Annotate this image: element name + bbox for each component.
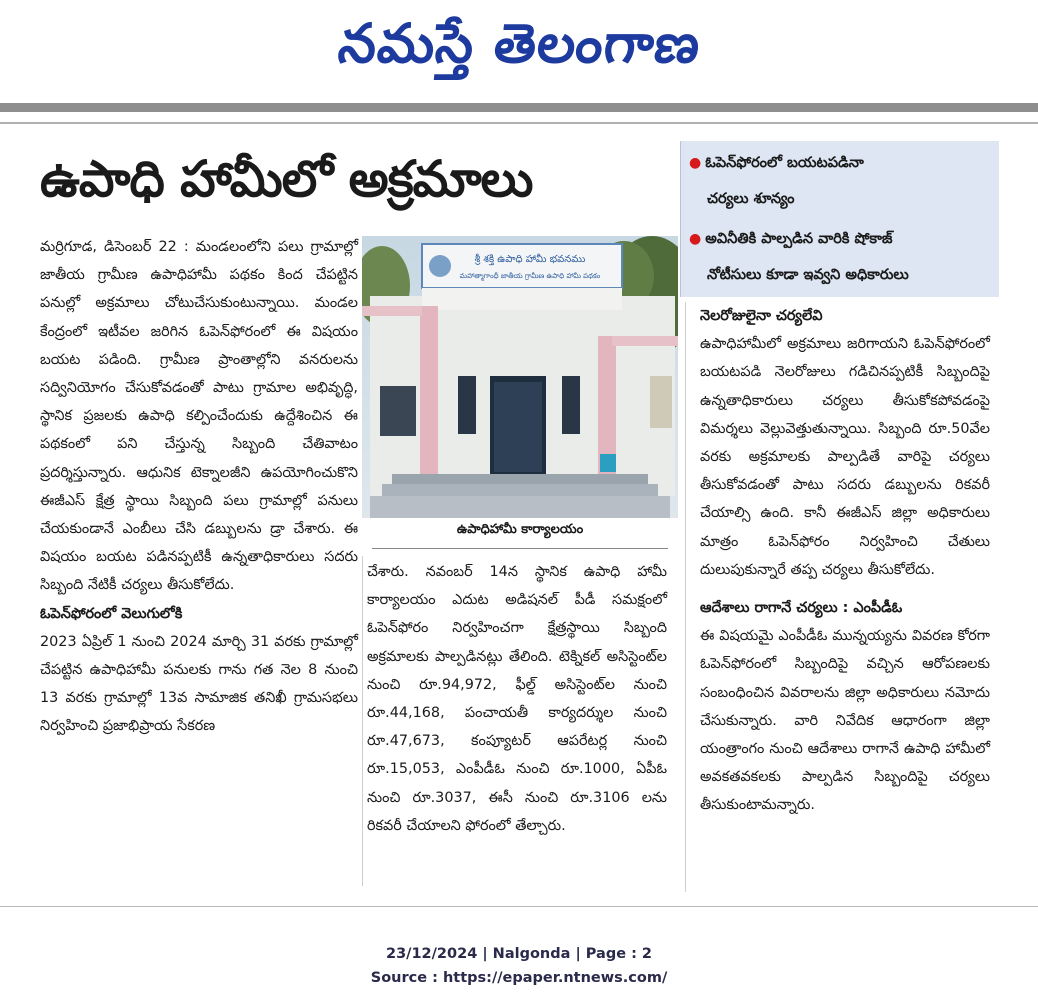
body-paragraph: ఈ విషయమై ఎంపీడీఓ మున్నయ్యను వివరణ కోరగా ఓపెన్‌ఫోరంలో సిబ్బందిపై వచ్చిన ఆరోపణలకు సంబంధించిన వివరాలను జిల్లా అధికారులు నమోదు చేసుకున్నారు. వారి నివేదిక ఆధారంగా జిల్లా యంత్రాంగం నుంచి ఆదేశాలు రాగానే ఉపాధి హామీలో అవకతవకలకు పాల్పడిన సిబ్బందిపై చర్యలు తీసుకుంటామన్నారు. xyxy=(700,628,990,814)
masthead xyxy=(0,0,1038,100)
subheading: ఆదేశాలు రాగానే చర్యలు : ఎంపీడీఓ xyxy=(700,600,903,617)
highlight-line: నోటీసులు కూడా ఇవ్వని అధికారులు xyxy=(707,267,909,283)
office-building-image xyxy=(362,236,678,518)
caption-divider xyxy=(372,548,668,549)
body-paragraph: ఉపాధిహామీలో అక్రమాలు జరిగాయని ఓపెన్‌ఫోరంలో బయటపడి నెలరోజులు గడిచినప్పటికీ సిబ్బందిపై ఉన్నతాధికారులు చర్యలు తీసుకోకపోవడంపై విమర్శలు వెల్లువెత్తుతున్నాయి. సిబ్బంది రూ.50వేల వరకు అక్రమాలకు పాల్పడితే వారిపై చర్యలు తీసుకోవడంతో పాటు సదరు డబ్బులను రికవరీ చేయాల్సి ఉంది. కానీ ఈజీఎస్ జిల్లా అధికారులు మాత్రం ఓపెన్‌ఫోరం నిర్వహించి చేతులు దులుపుకున్నారే తప్ప చర్యలు తీసుకోలేదు. xyxy=(700,336,990,578)
bottom-divider xyxy=(0,906,1038,907)
highlight-line: అవినీతికి పాల్పడిన వారికి షోకాజ్ xyxy=(705,231,893,247)
article-column-3 xyxy=(700,302,990,820)
photo-caption: ఉపాధిహామీ కార్యాలయం xyxy=(456,522,584,537)
sign-text: మహాత్మాగాంధీ జాతీయ గ్రామీణ ఉపాధి హామీ పథకం xyxy=(459,272,601,280)
body-paragraph: చేశారు. నవంబర్ 14న స్థానిక ఉపాధి హామీ కార్యాలయం ఎదుట అడిషనల్ పీడీ సమక్షంలో ఓపెన్‌ఫోరం నిర్వహించగా క్షేత్రస్థాయి సిబ్బంది అక్రమాలకు పాల్పడినట్లు తేలింది. టెక్నికల్ అసిస్టెంట్‌ల నుంచి రూ.94,972, ఫీల్డ్ అసిస్టెంట్‌ల నుంచి రూ.44,168, పంచాయతీ కార్యదర్శుల నుంచి రూ.47,673, కంప్యూటర్ ఆపరేటర్ల నుంచి రూ.15,053, ఎంపీడీఓ నుంచి రూ.1000, ఏపీఓ నుంచి రూ.3037, ఈసీ నుంచి రూ.3106 లను రికవరీ చేయాలని ఫోరంలో తేల్చారు. xyxy=(367,564,667,834)
source-link[interactable]: Source : https://epaper.ntnews.com/ xyxy=(370,970,668,986)
highlight-item xyxy=(689,221,994,293)
bullet-icon: ● xyxy=(689,231,702,247)
body-paragraph: మర్రిగూడ, డిసెంబర్ 22 : మండలంలోని పలు గ్రామాల్లో జాతీయ గ్రామీణ ఉపాధిహామీ పథకం కింద చేపట్టిన పనుల్లో అక్రమాలు చోటుచేసుకుంటున్నాయి. మండల కేంద్రంలో ఇటీవల జరిగిన ఓపెన్‌ఫోరంలో ఈ విషయం బయట పడింది. గ్రామీణ ప్రాంతాల్లోని వనరులను సద్వినియోగం చేసుకోవడంతో పాటు గ్రామాల అభివృద్ధి, స్థానిక ప్రజలకు ఉపాధి కల్పించేందుకు ఉద్దేశించిన ఈ పథకంలో పని చేస్తున్న సిబ్బంది చేతివాటం ప్రదర్శిస్తున్నారు. ఆధునిక టెక్నాలజీని ఉపయోగించుకొని ఈజీఎస్ క్షేత్ర స్థాయి సిబ్బంది పలు గ్రామాల్లో పనులు చేయకుండానే ఎంబీలు చేసి డబ్బులను డ్రా చేశారు. ఈ విషయం బయట పడినప్పటికీ ఉన్నతాధికారులు సదరు సిబ్బంది నేటికీ చర్యలు తీసుకోలేదు. xyxy=(40,239,358,594)
page-footer xyxy=(0,942,1038,990)
highlight-item xyxy=(689,145,994,217)
column-divider xyxy=(362,556,363,886)
subheading: నెలరోజులైనా చర్యలేవి xyxy=(700,308,823,324)
article-column-2 xyxy=(367,558,667,840)
bullet-icon: ● xyxy=(689,155,702,171)
header-divider-thin xyxy=(0,122,1038,124)
highlight-line: చర్యలు శూన్యం xyxy=(707,191,795,207)
masthead-logo: నమస్తే తెలంగాణ xyxy=(335,11,704,75)
office-photo xyxy=(362,236,678,518)
column-divider xyxy=(685,302,686,892)
highlight-line: ఓపెన్‌ఫోరంలో బయటపడినా xyxy=(705,155,864,171)
article-column-1 xyxy=(40,233,358,741)
sign-text: శ్రీ శక్తి ఉపాధి హామీ భవనము xyxy=(474,254,586,265)
body-paragraph: 2023 ఏప్రిల్ 1 నుంచి 2024 మార్చి 31 వరకు గ్రామాల్లో చేపట్టిన ఉపాధిహామీ పనులకు గాను గత నెల 8 నుంచి 13 వరకు గ్రామాల్లో 13వ సామాజిక తనిఖీ గ్రామసభలు నిర్వహించి ప్రజాభిప్రాయ సేకరణ xyxy=(40,633,358,735)
highlights-box xyxy=(680,141,999,297)
article-headline: ఉపాధి హామీలో అక్రమాలు xyxy=(40,150,533,208)
subheading: ఓపెన్‌ఫోరంలో వెలుగులోకి xyxy=(40,605,183,622)
header-divider-thick xyxy=(0,103,1038,112)
edition-info: 23/12/2024 | Nalgonda | Page : 2 xyxy=(385,946,653,962)
